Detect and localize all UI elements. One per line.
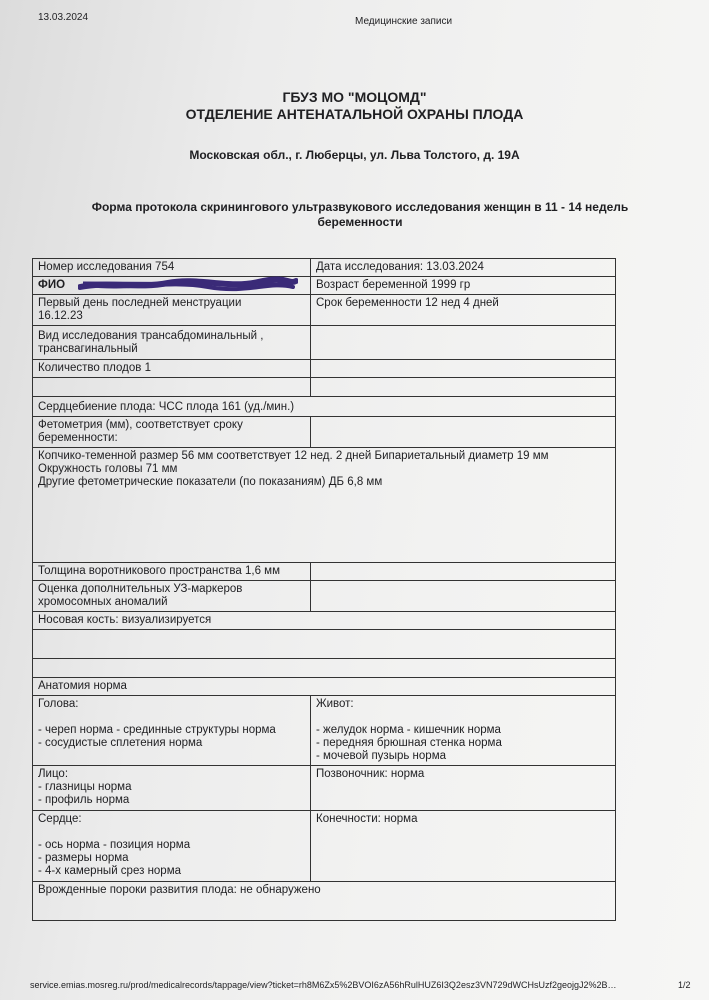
mother-age: Возраст беременной 1999 гр: [311, 277, 616, 295]
redaction-scribble: [78, 275, 298, 295]
org-department: ОТДЕЛЕНИЕ АНТЕНАТАЛЬНОЙ ОХРАНЫ ПЛОДА: [185, 106, 524, 122]
print-date: 13.03.2024: [38, 12, 89, 23]
last-menstruation: Первый день последней менструации 16.12.23: [33, 295, 311, 326]
study-date: Дата исследования: 13.03.2024: [311, 259, 616, 277]
patient-name-label: ФИО: [38, 279, 66, 291]
heart-anatomy: Сердце: - ось норма - позиция норма - размеры норма - 4-х камерный срез норма: [33, 811, 311, 882]
nuchal-translucency: Толщина воротникового пространства 1,6 мм: [33, 563, 311, 581]
face-anatomy: Лицо: - глазницы норма - профиль норма: [33, 766, 311, 811]
ultrasound-markers-value: [311, 581, 616, 612]
print-header-title: Медицинские записи: [355, 16, 453, 27]
page-number: 1/2: [678, 980, 691, 990]
fetometry-details: Копчико-теменной размер 56 мм соответствует 12 нед. 2 дней Бипариетальный диаметр 19 мм Окружность головы 71 мм Другие фетометрические показатели (по показаниям) ДБ 6,8 мм: [33, 448, 616, 563]
gestational-age: Срок беременности 12 нед 4 дней: [311, 295, 616, 326]
blank-cell: [311, 378, 616, 397]
fetus-count: Количество плодов 1: [33, 360, 311, 378]
anatomy: Анатомия норма: [33, 678, 616, 696]
head-anatomy: Голова: - череп норма - срединные структуры норма - сосудистые сплетения норма: [33, 696, 311, 766]
congenital-malformations: Врожденные пороки развития плода: не обнаружено: [33, 882, 616, 921]
fetometry-value: [311, 417, 616, 448]
abdomen-anatomy: Живот: - желудок норма - кишечник норма - передняя брюшная стенка норма - мочевой пузырь норма: [311, 696, 616, 766]
fetal-heartbeat: Сердцебиение плода: ЧСС плода 161 (уд./мин.): [33, 397, 616, 417]
blank-row: [33, 630, 616, 659]
form-title: Форма протокола скринингового ультразвукового исследования женщин в 11 - 14 недель беременности: [91, 200, 629, 229]
fetus-count-value: [311, 360, 616, 378]
org-address: Московская обл., г. Люберцы, ул. Льва Толстого, д. 19А: [189, 148, 520, 162]
ultrasound-markers: Оценка дополнительных УЗ-маркеров хромосомных аномалий: [33, 581, 311, 612]
spine-anatomy: Позвоночник: норма: [311, 766, 616, 811]
source-url: service.emias.mosreg.ru/prod/medicalrecords/tappage/view?ticket=rh8M6Zx5%2BVOI6zA56hRulHUZ6I3Q2esz3VN729dWCHsUzf2geojgJ2%2B…: [30, 980, 617, 990]
nuchal-translucency-value: [311, 563, 616, 581]
patient-name-cell: [33, 277, 311, 295]
limbs-anatomy: Конечности: норма: [311, 811, 616, 882]
blank-cell: [33, 378, 311, 397]
fetometry: Фетометрия (мм), соответствует сроку беременности:: [33, 417, 311, 448]
study-type-value: [311, 326, 616, 360]
org-name: ГБУЗ МО "МОЦОМД": [282, 89, 427, 105]
blank-row: [33, 659, 616, 678]
study-type: Вид исследования трансабдоминальный , трансвагинальный: [33, 326, 311, 360]
study-number: Номер исследования 754: [33, 259, 311, 277]
protocol-table: [32, 258, 616, 921]
nasal-bone: Носовая кость: визуализируется: [33, 612, 616, 630]
